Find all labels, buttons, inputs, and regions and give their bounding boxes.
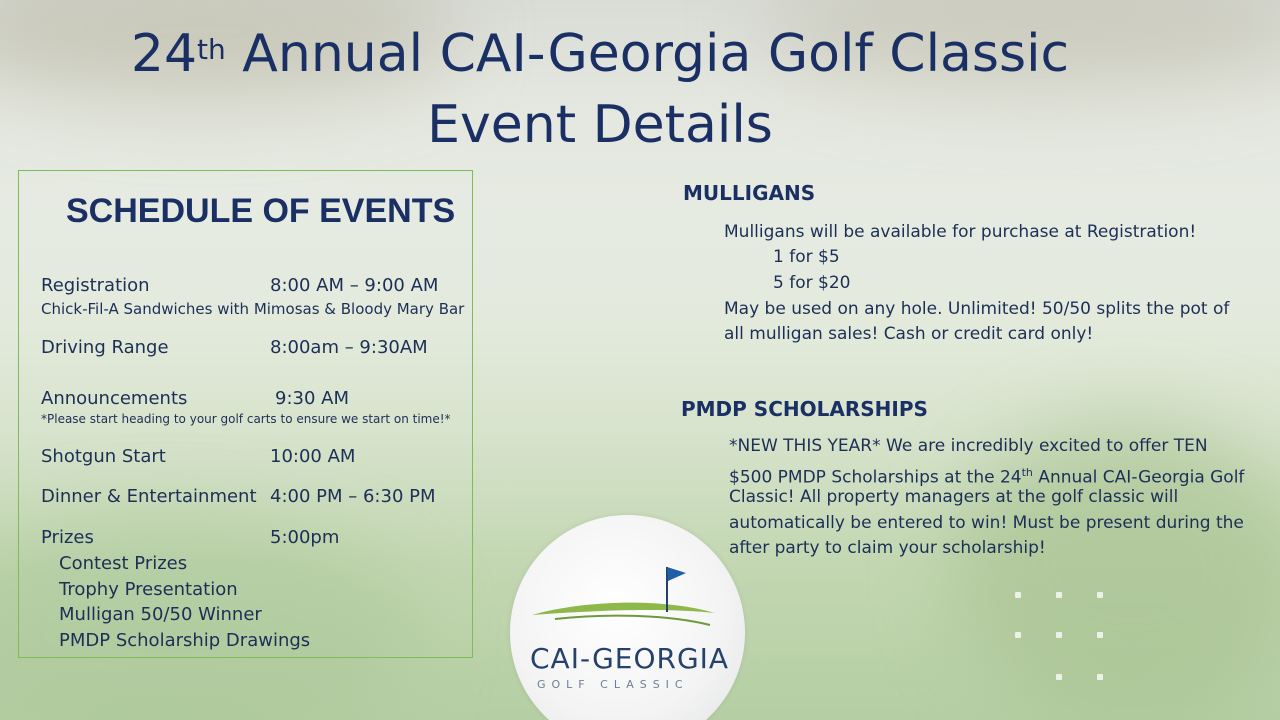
- decor-dot: [1097, 674, 1103, 680]
- decor-dot: [1097, 592, 1103, 598]
- swoosh-line-icon: [555, 616, 710, 625]
- dinner-time: 4:00 PM – 6:30 PM: [270, 486, 436, 507]
- announcements-label: Announcements: [41, 388, 188, 409]
- page-title-line1: [0, 24, 1200, 84]
- announcements-note: *Please start heading to your golf carts to ensure we start on time!*: [41, 412, 451, 426]
- shotgun-time: 10:00 AM: [270, 446, 356, 467]
- prize-item: Mulligan 50/50 Winner: [59, 604, 262, 625]
- mulligans-detail: all mulligan sales! Cash or credit card only!: [724, 324, 1094, 344]
- swoosh-icon: [532, 603, 715, 615]
- prizes-label: Prizes: [41, 527, 94, 548]
- registration-time: 8:00 AM – 9:00 AM: [270, 275, 439, 296]
- decor-dot: [1015, 592, 1021, 598]
- pmdp-text: *NEW THIS YEAR* We are incredibly excited to offer TEN: [729, 436, 1208, 456]
- pmdp-text-part: Annual CAI-Georgia Golf: [1032, 467, 1245, 488]
- mulligans-intro: Mulligans will be available for purchase at Registration!: [724, 222, 1197, 242]
- shotgun-label: Shotgun Start: [41, 446, 166, 467]
- title-text: Annual CAI-Georgia Golf Classic: [225, 24, 1070, 84]
- schedule-heading: SCHEDULE OF EVENTS: [66, 192, 456, 230]
- decor-dot: [1056, 674, 1062, 680]
- prize-item: PMDP Scholarship Drawings: [59, 630, 311, 651]
- decor-dot: [1056, 592, 1062, 598]
- pmdp-text-part: $500 PMDP Scholarships at the 24: [729, 467, 1022, 488]
- title-number: 24: [130, 24, 198, 84]
- page-title-line2: Event Details: [427, 95, 773, 155]
- decor-dot: [1015, 632, 1021, 638]
- mulligans-heading: MULLIGANS: [683, 181, 816, 205]
- prize-item: Trophy Presentation: [59, 579, 238, 600]
- pmdp-text: after party to claim your scholarship!: [729, 538, 1046, 558]
- logo-name: CAI-GEORGIA: [530, 642, 730, 675]
- driving-range-time: 8:00am – 9:30AM: [270, 337, 428, 358]
- dinner-label: Dinner & Entertainment: [41, 486, 257, 507]
- registration-label: Registration: [41, 275, 150, 296]
- logo-subtitle: GOLF CLASSIC: [537, 678, 689, 691]
- mulligans-option: 1 for $5: [773, 247, 840, 267]
- registration-note: Chick-Fil-A Sandwiches with Mimosas & Bloody Mary Bar: [41, 300, 465, 318]
- prize-item: Contest Prizes: [59, 553, 188, 574]
- mulligans-detail: May be used on any hole. Unlimited! 50/50 splits the pot of: [724, 299, 1230, 319]
- driving-range-label: Driving Range: [41, 337, 169, 358]
- pmdp-text: automatically be entered to win! Must be present during the: [729, 513, 1244, 533]
- announcements-time: 9:30 AM: [275, 388, 349, 409]
- decor-dot: [1097, 632, 1103, 638]
- flag-icon: [667, 567, 686, 581]
- decor-dot: [1056, 632, 1062, 638]
- pmdp-text: Classic! All property managers at the golf classic will: [729, 487, 1179, 507]
- pmdp-heading: PMDP SCHOLARSHIPS: [681, 397, 928, 421]
- pmdp-ordinal: th: [1021, 466, 1033, 479]
- prizes-time: 5:00pm: [270, 527, 340, 548]
- title-ordinal: th: [197, 33, 226, 66]
- mulligans-option: 5 for $20: [773, 273, 851, 293]
